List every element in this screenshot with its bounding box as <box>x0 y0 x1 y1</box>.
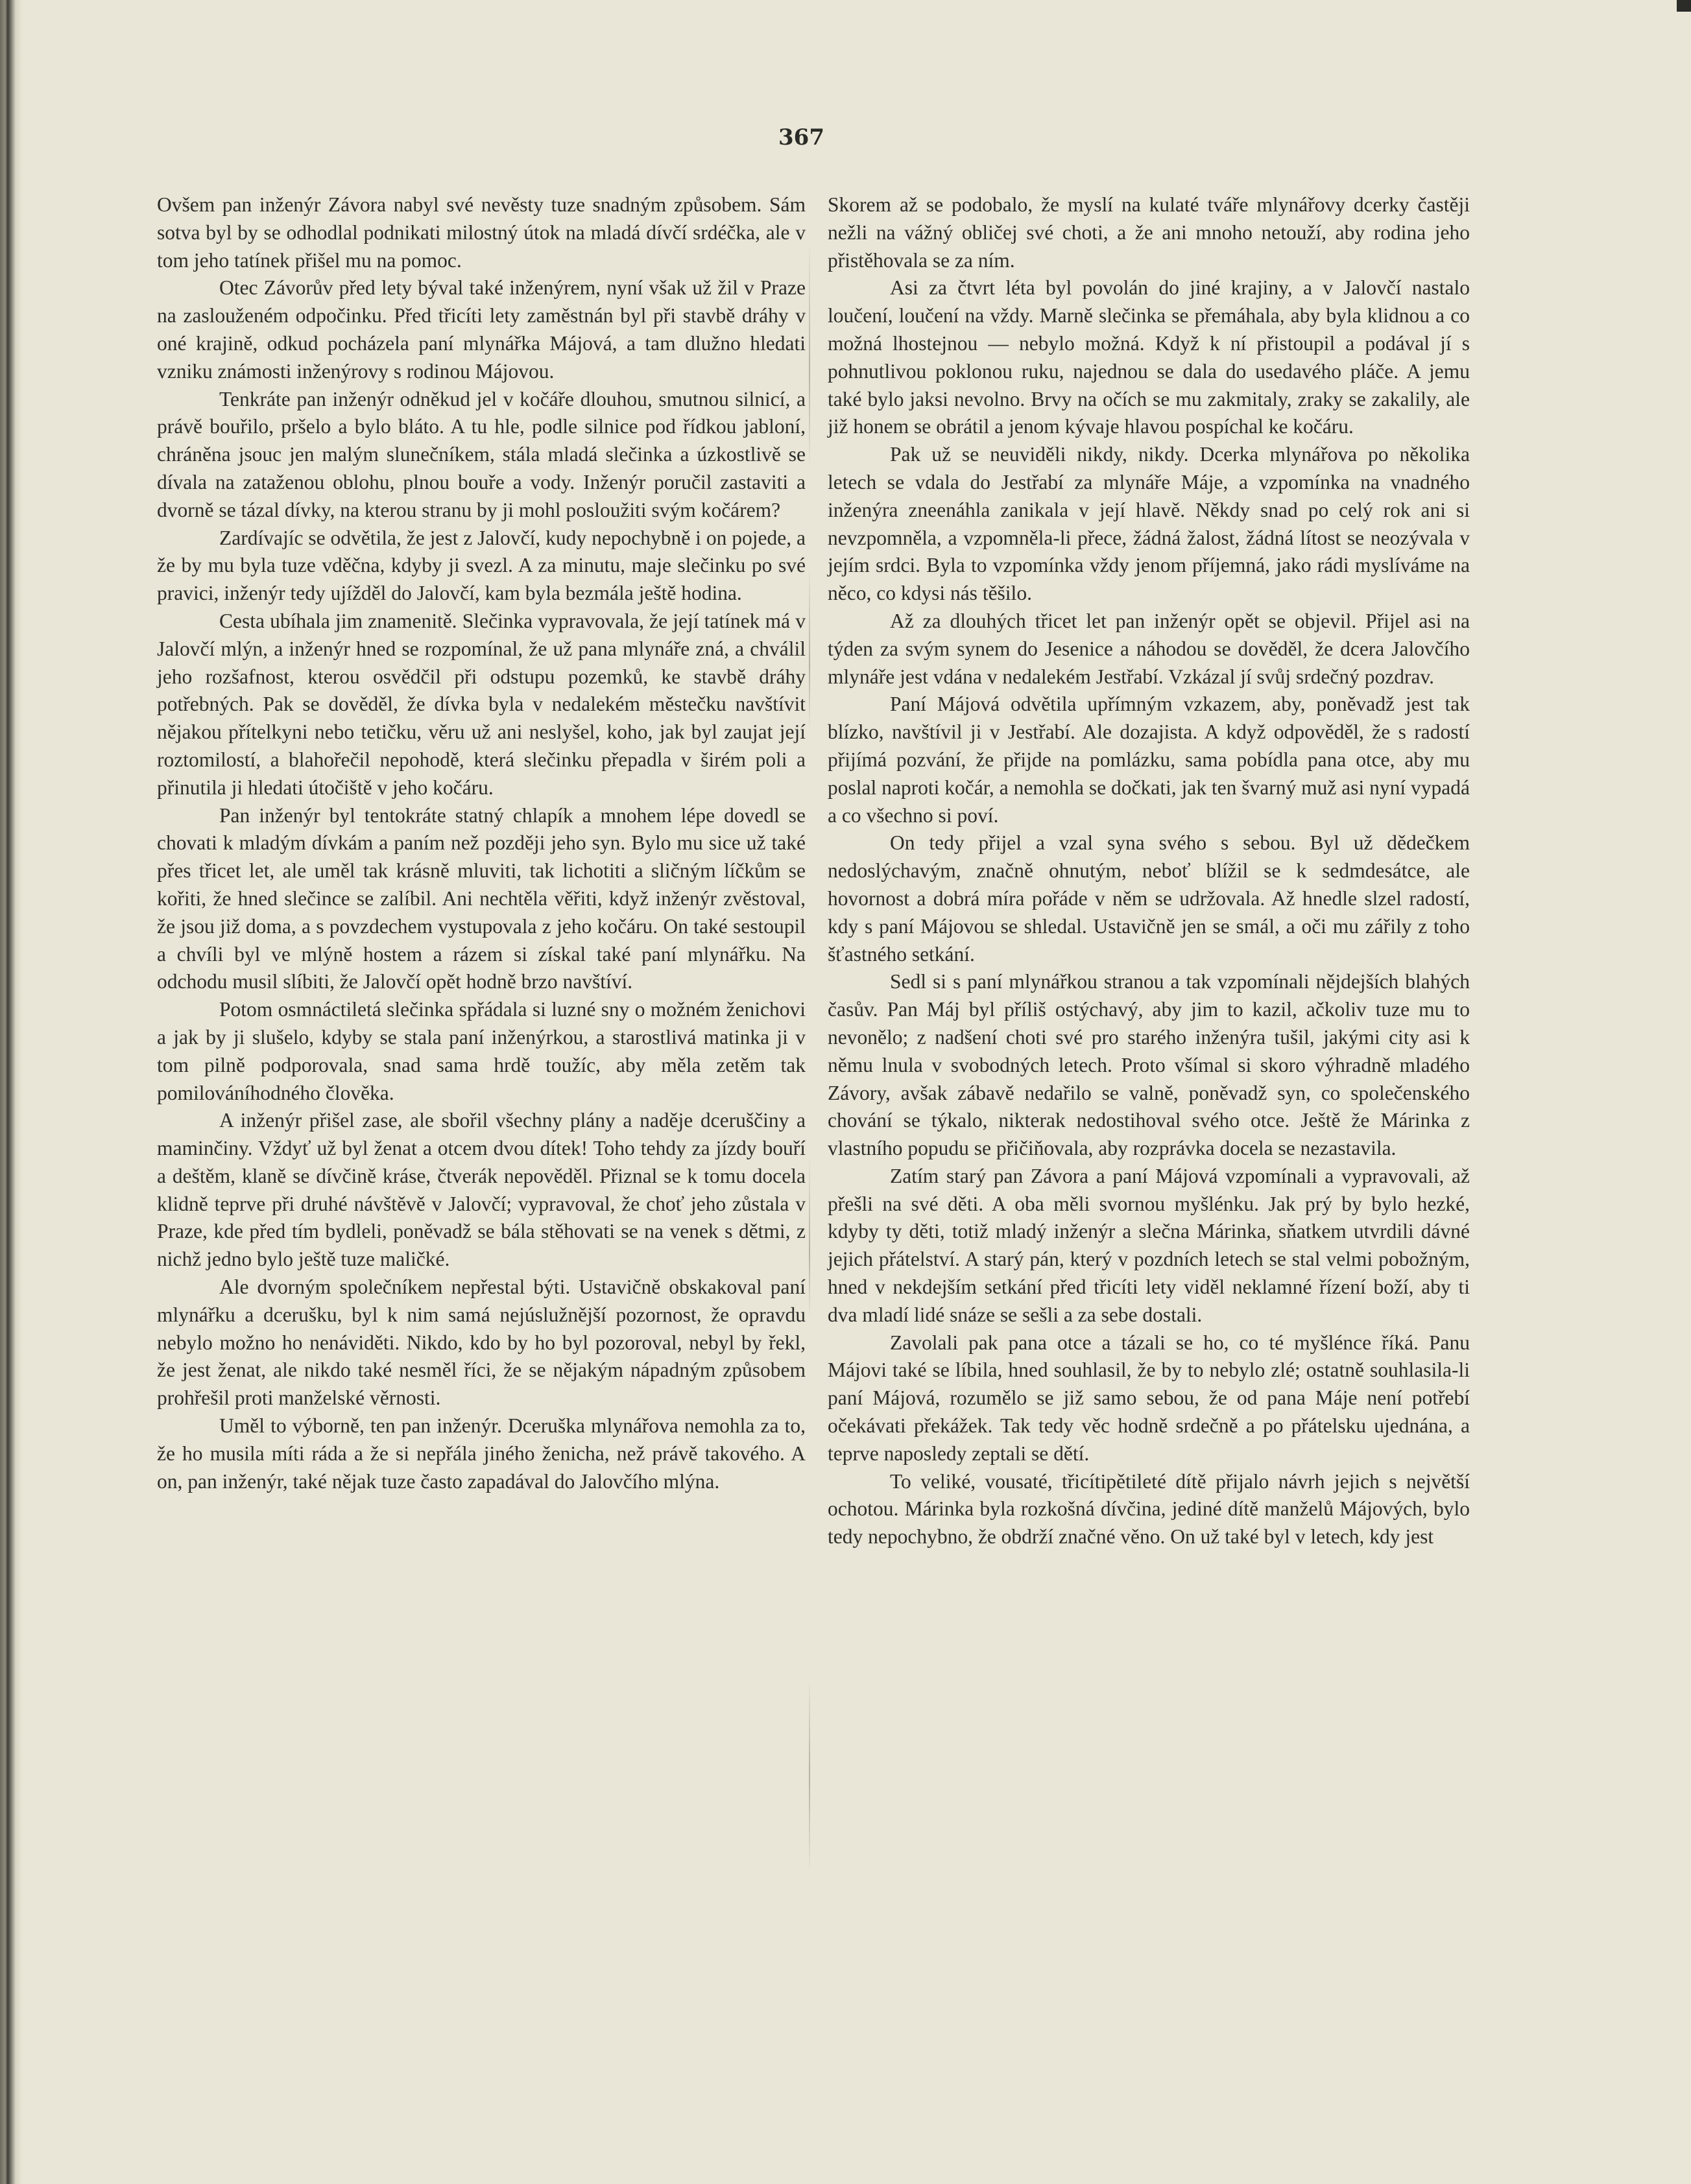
page-number: 367 <box>778 125 824 150</box>
left-column-paragraph: Ale dvorným společníkem nepřestal býti. Ustavičně obskakoval paní mlynářku a dcerušku, byl k nim samá nejúslužnější pozornost, že opravdu nebylo možno ho nenáviděti. Nikdo, kdo by ho byl pozoroval, nebyl by řekl, že jest ženat, ale nikdo také nesměl říci, že se nějakým nápadným způsobem prohřešil proti manželské věrnosti. <box>157 1276 806 1410</box>
right-column-paragraph: Paní Májová odvětila upřímným vzkazem, aby, poněvadž jest tak blízko, navštívil ji v Jestřabí. Ale dozajista. A když odpověděl, že s radostí přijímá pozvání, že přijde na pomlázku, sama pobídla pana otce, aby mu poslal naproti kočár, a nemohla se dočkati, jak ten švarný muž asi nyní vypadá a co všechno si poví. <box>828 693 1470 827</box>
right-column-paragraph: Zavolali pak pana otce a tázali se ho, co té myšlénce říká. Panu Májovi také se líbila, hned souhlasil, že by to nebylo zlé; ostatně souhlasila-li paní Májová, rozumělo se již samo sebou, že od pana Máje není potřebí očekávati překážek. Tak tedy věc hodně srdečně a po přátelsku ujednána, a teprve naposledy zeptali se dětí. <box>828 1331 1470 1465</box>
left-column-paragraph: Potom osmnáctiletá slečinka spřádala si luzné sny o možném ženichovi a jak by ji slušelo, kdyby se stala paní inženýrkou, a starostlivá matinka ji v tom pilně podporovala, snad sama hrdě toužíc, aby měla zetěm tak pomilováníhodného člověka. <box>157 998 806 1104</box>
right-column-paragraph: To veliké, vousaté, třicítipětileté dítě přijalo návrh jejich s největší ochotou. Márinka byla rozkošná dívčina, jediné dítě manželů Májových, bylo tedy nepochybno, že obdrží značné věno. On už také byl v letech, kdy jest <box>828 1469 1470 1549</box>
left-column-paragraph: Cesta ubíhala jim znamenitě. Slečinka vypravovala, že její tatínek má v Jalovčí mlýn, a inženýr hned se rozpomínal, že už pana mlynáře zná, a chválil jeho rozšafnost, kterou osvědčil při odstupu pozemků, ke stavbě dráhy potřebných. Pak se dověděl, že dívka byla v nedalekém městečku navštívit nějakou přítelkyni nebo tetičku, věru už ani neslyšel, koho, jak byl zaujat její roztomilostí, a blahořečil nepohodě, která slečinku přepadla v širém poli a přinutila ji hledati útočiště v jeho kočáru. <box>157 609 806 799</box>
left-column-paragraph: Zardívajíc se odvětila, že jest z Jalovčí, kudy nepochybně i on pojede, a že by mu byla tuze vděčna, kdyby ji svezl. A za minutu, maje slečinku po své pravici, inženýr tedy ujížděl do Jalovčí, kam byla bezmála ještě hodina. <box>157 526 806 605</box>
column-divider <box>809 240 810 1874</box>
scan-corner-mark <box>1677 0 1691 12</box>
left-column-paragraph: A inženýr přišel zase, ale sbořil všechny plány a naděje dceruščiny a maminčiny. Vždyť už byl ženat a otcem dvou dítek! Toho tehdy za jízdy bouří a deštěm, klaně se dívčině kráse, čtverák nepověděl. Přiznal se k tomu docela klidně teprve při druhé návštěvě v Jalovčí; vypravoval, že choť jeho zůstala v Praze, kde před tím bydleli, poněvadž se bála stěhovati se na venek s dětmi, z nichž jedno bylo ještě tuze maličké. <box>157 1109 806 1271</box>
left-column-paragraph: Pan inženýr byl tentokráte statný chlapík a mnohem lépe dovedl se chovati k mladým dívkám a paním než později jeho syn. Bylo mu sice už také přes třicet let, ale uměl tak krásně mluviti, tak lichotiti a sličným líčkům se kořiti, že hned slečince se zalíbil. Ani nechtěla věřiti, když inženýr zvěstoval, že jsou již doma, a s povzdechem vystupovala z jeho kočáru. On také sestoupil a chvíli byl ve mlýně hostem a rázem si získal také paní mlynářku. Na odchodu musil slíbiti, že Jalovčí opět hodně brzo navštíví. <box>157 803 806 993</box>
right-column-paragraph: On tedy přijel a vzal syna svého s sebou. Byl už dědečkem nedoslýchavým, značně ohnutým, neboť blížil se k sedmdesátce, ale hovornost a dobrá míra pořáde v něm se udržovala. Až hnedle slzel radostí, kdy s paní Májovou se shledal. Ustavičně jen se smál, a oči mu zářily z toho šťastného setkání. <box>828 831 1470 966</box>
left-column-paragraph: Uměl to výborně, ten pan inženýr. Dceruška mlynářova nemohla za to, že ho musila míti ráda a že si nepřála jiného ženicha, než právě takového. A on, pan inženýr, také nějak tuze často zapadával do Jalovčího mlýna. <box>157 1414 806 1493</box>
right-text-column <box>828 191 1470 1551</box>
left-column-paragraph: Tenkráte pan inženýr odněkud jel v kočáře dlouhou, smutnou silnicí, a právě bouřilo, pršelo a bylo bláto. A tu hle, podle silnice pod řídkou jabloní, chráněna jsouc jen malým slunečníkem, stála mladá slečinka a úzkostlivě se dívala na zataženou oblohu, plnou bouře a vody. Inženýr poručil zastaviti a dvorně se tázal dívky, na kterou stranu by ji mohl posloužiti svým kočárem? <box>157 387 806 521</box>
right-column-paragraph: Pak už se neuviděli nikdy, nikdy. Dcerka mlynářova po několika letech se vdala do Jestřabí za mlynáře Máje, a vzpomínka na vnadného inženýra zneenáhla zanikala v její hlavě. Někdy snad po celý rok ani si nevzpomněla, a vzpomněla-li přece, žádná žalost, žádná lítost se neozývala v jejím srdci. Byla to vzpomínka vždy jenom příjemná, jako rádi myslíváme na něco, co kdysi nás těšilo. <box>828 443 1470 605</box>
right-column-paragraph: Zatím starý pan Závora a paní Májová vzpomínali a vypravovali, až přešli na své děti. A oba měli svornou myšlénku. Jak prý by bylo hezké, kdyby ty děti, totiž mladý inženýr a slečna Márinka, sňatkem utvrdili dávné jejich přátelství. A starý pán, který v pozdních letech se stal velmi pobožným, hned v nekdejším setkání před třicíti lety viděl neklamné řízení boží, aby ti dva mladí lidé snáze se sešli a za sebe dostali. <box>828 1164 1470 1326</box>
right-column-paragraph: Asi za čtvrt léta byl povolán do jiné krajiny, a v Jalovčí nastalo loučení, loučení na vždy. Marně slečinka se přemáhala, aby byla klidnou a co možná lhostejnou — nebylo možná. Když k ní přistoupil a podával jí s pohnutlivou poklonou ruku, najednou se dala do usedavého pláče. A jemu také bylo jaksi nevolno. Brvy na očích se mu zakmitaly, zraky se zakalily, ale již honem se obrátil a jenom kývaje hlavou pospíchal ke kočáru. <box>828 276 1470 438</box>
right-column-paragraph: Až za dlouhých třicet let pan inženýr opět se objevil. Přijel asi na týden za svým synem do Jesenice a náhodou se dověděl, že dcera Jalovčího mlynáře jest vdána v nedalekém Jestřabí. Vzkázal jí svůj srdečný pozdrav. <box>828 609 1470 688</box>
right-column-paragraph: Skorem až se podobalo, že myslí na kulaté tváře mlynářovy dcerky častěji nežli na vážný obličej své choti, a že ani mnoho netouží, aby rodina jeho přistěhovala se za ním. <box>828 193 1470 272</box>
left-column-paragraph: Ovšem pan inženýr Závora nabyl své nevěsty tuze snadným způsobem. Sám sotva byl by se odhodlal podnikati milostný útok na mladá dívčí srdéčka, ale v tom jeho tatínek přišel mu na pomoc. <box>157 193 806 272</box>
book-binding-edge <box>0 0 22 2184</box>
left-text-column <box>157 191 806 1495</box>
right-column-paragraph: Sedl si s paní mlynářkou stranou a tak vzpomínali nějdejších blahých časův. Pan Máj byl příliš ostýchavý, aby jim to kazil, ačkoliv tuze mu to nevonělo; z nadšení choti své pro starého inženýra tušil, jakými city asi k němu lnula v svobodných letech. Proto všímal si skoro výhradně mladého Závory, avšak zábavě nedařilo se valně, poněvadž syn, co společenského chování se týkalo, nikterak nedostihoval svého otce. Ještě že Márinka z vlastního popudu se přičiňovala, aby rozprávka docela se nezastavila. <box>828 970 1470 1160</box>
left-column-paragraph: Otec Závorův před lety býval také inženýrem, nyní však už žil v Praze na zaslouženém odpočinku. Před třicíti lety zaměstnán byl při stavbě dráhy v oné krajině, odkud pocházela paní mlynářka Májová, a tam dlužno hledati vzniku známosti inženýrovy s rodinou Májovou. <box>157 276 806 383</box>
